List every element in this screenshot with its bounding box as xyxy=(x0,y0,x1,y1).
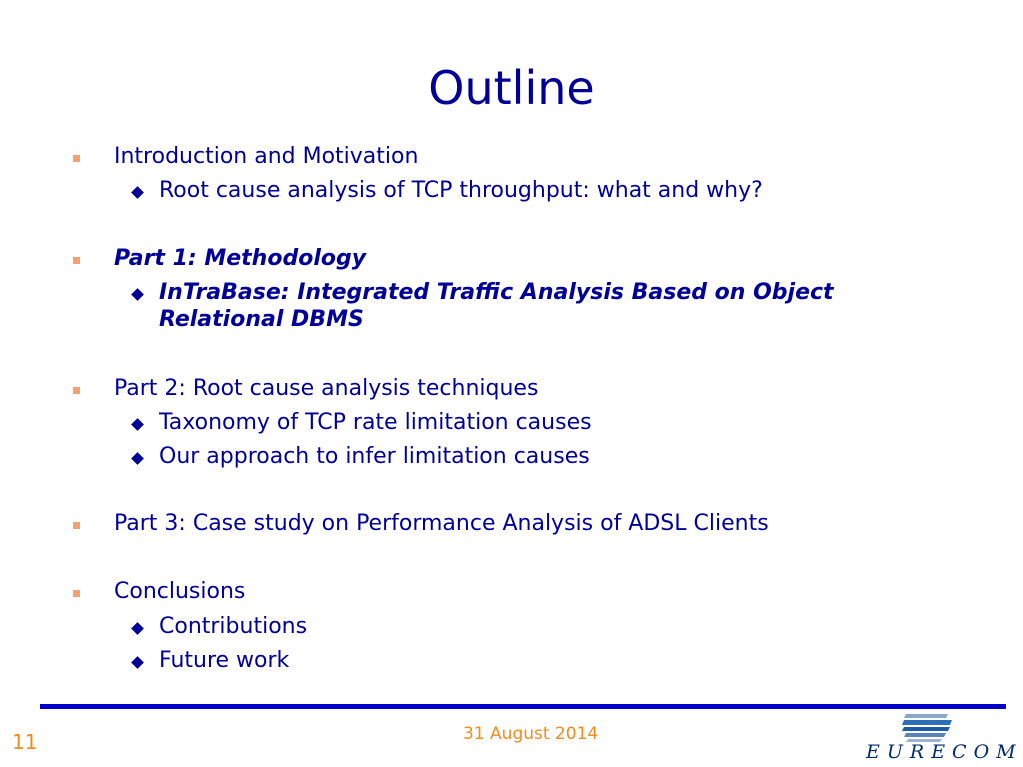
eurecom-logo-mark-icon xyxy=(902,714,952,742)
outline-item-part-3: Part 3: Case study on Performance Analysis of ADSL Clients xyxy=(114,511,769,536)
outline-item-part-1: Part 1: Methodology xyxy=(114,246,367,271)
outline-item-conclusions: Conclusions xyxy=(114,579,246,604)
square-bullet-icon xyxy=(73,590,80,597)
eurecom-logo-text: EURECOM xyxy=(866,741,1023,763)
square-bullet-icon xyxy=(73,257,80,264)
outline-subitem-taxonomy: Taxonomy of TCP rate limitation causes xyxy=(159,410,592,435)
diamond-bullet-icon xyxy=(131,656,144,669)
square-bullet-icon xyxy=(73,155,80,162)
outline-subitem-approach: Our approach to infer limitation causes xyxy=(159,444,590,469)
diamond-bullet-icon xyxy=(131,186,144,199)
square-bullet-icon xyxy=(73,522,80,529)
page-number: 11 xyxy=(12,730,38,754)
outline-subitem-root-cause-tcp: Root cause analysis of TCP throughput: what and why? xyxy=(159,178,763,203)
diamond-bullet-icon xyxy=(131,288,144,301)
outline-subitem-future-work: Future work xyxy=(159,648,290,673)
outline-item-introduction: Introduction and Motivation xyxy=(114,144,419,169)
outline-subitem-contributions: Contributions xyxy=(159,614,308,639)
footer-date: 31 August 2014 xyxy=(463,724,599,744)
eurecom-logo xyxy=(866,714,1023,764)
slide-title: Outline xyxy=(428,61,595,115)
square-bullet-icon xyxy=(73,387,80,394)
diamond-bullet-icon xyxy=(131,452,144,465)
diamond-bullet-icon xyxy=(131,418,144,431)
outline-item-part-2: Part 2: Root cause analysis techniques xyxy=(114,376,539,401)
footer-rule xyxy=(40,704,1006,709)
diamond-bullet-icon xyxy=(131,622,144,635)
outline-subitem-intrabase: InTraBase: Integrated Traffic Analysis Based on Object Relational DBMS xyxy=(159,280,834,332)
